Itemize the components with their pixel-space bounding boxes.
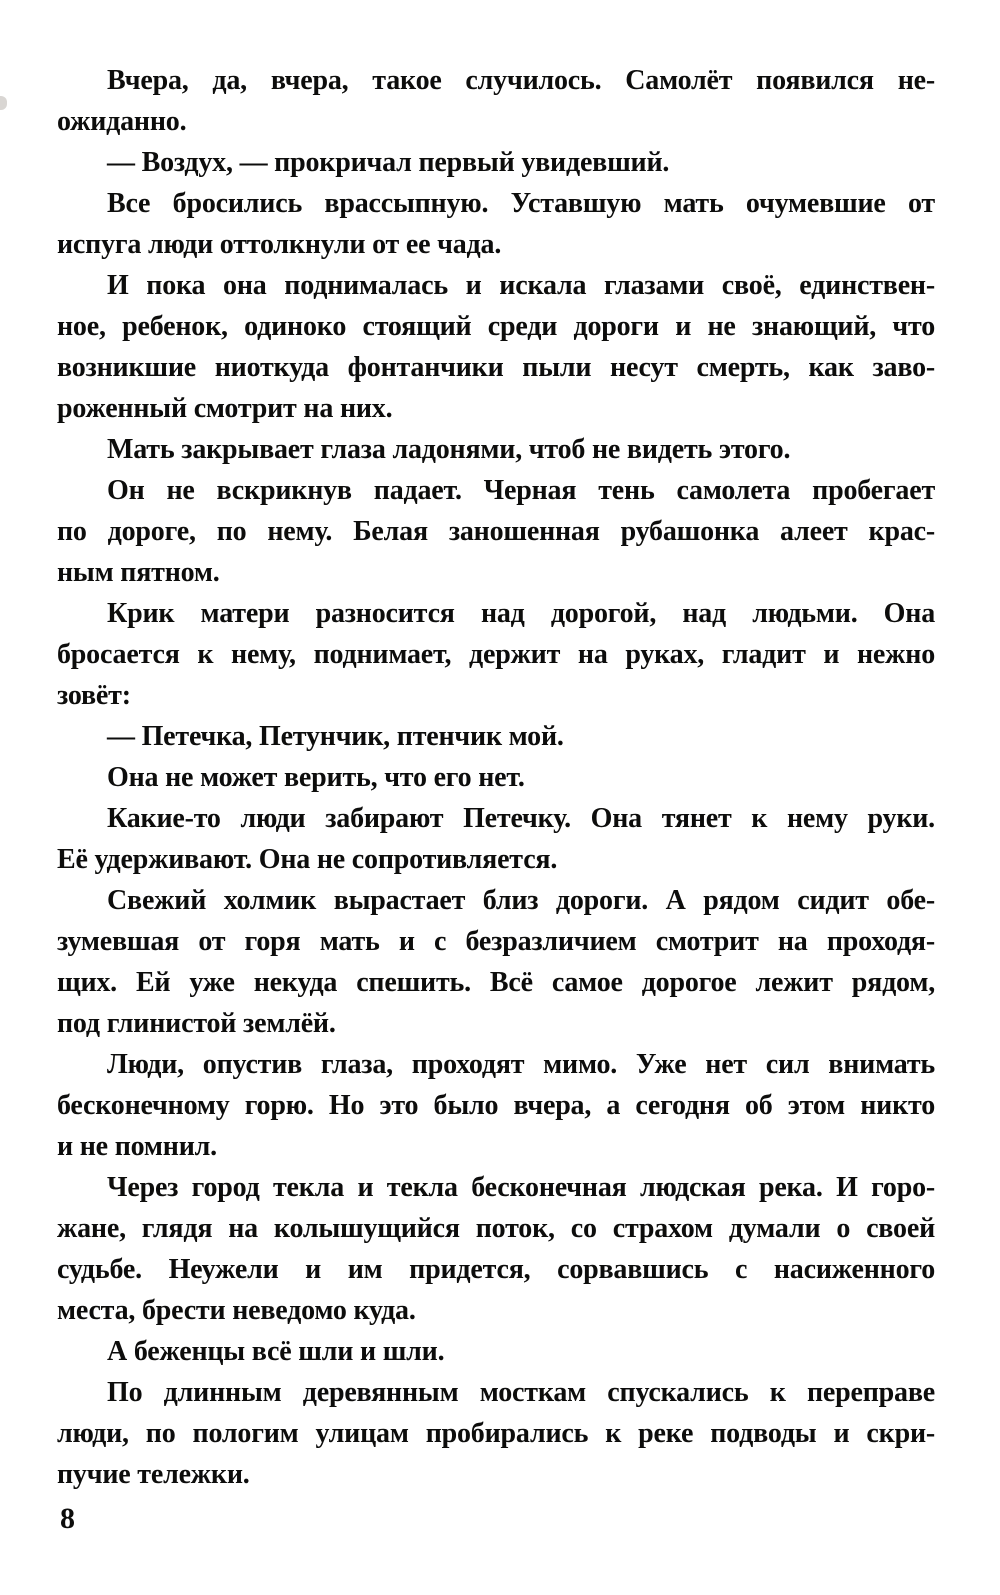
text-line: зумевшая от горя мать и с безразличием смотрит на проходя- [57, 926, 935, 957]
text-line: Она не может верить, что его нет. [107, 762, 525, 793]
text-line: А беженцы всё шли и шли. [107, 1336, 445, 1367]
text-line: зовёт: [57, 680, 131, 711]
text-line: — Петечка, Петунчик, птенчик мой. [107, 721, 564, 752]
text-line: испуга люди оттолкнули от ее чада. [57, 229, 502, 260]
text-line: Вчера, да, вчера, такое случилось. Самолёт появился не- [107, 65, 935, 96]
text-line: Люди, опустив глаза, проходят мимо. Уже нет сил внимать [107, 1049, 935, 1080]
text-line: По длинным деревянным мосткам спускались к переправе [107, 1377, 935, 1408]
text-line: — Воздух, — прокричал первый увидевший. [107, 147, 670, 178]
text-line: Её удерживают. Она не сопротивляется. [57, 844, 558, 875]
text-line: бесконечному горю. Но это было вчера, а сегодня об этом никто [57, 1090, 935, 1121]
text-line: бросается к нему, поднимает, держит на руках, гладит и нежно [57, 639, 935, 670]
page-text [57, 60, 935, 1495]
text-line: Через город текла и текла бесконечная людская река. И горо- [107, 1172, 935, 1203]
text-line: ным пятном. [57, 557, 220, 588]
text-line: Крик матери разносится над дорогой, над людьми. Она [107, 598, 935, 629]
text-line: Мать закрывает глаза ладонями, чтоб не видеть этого. [107, 434, 791, 465]
text-line: пучие тележки. [57, 1459, 250, 1490]
text-line: люди, по пологим улицам пробирались к реке подводы и скри- [57, 1418, 935, 1449]
scan-artifact [0, 96, 7, 110]
text-line: под глинистой землёй. [57, 1008, 336, 1039]
text-line: роженный смотрит на них. [57, 393, 393, 424]
text-line: и не помнил. [57, 1131, 217, 1162]
text-line: Свежий холмик вырастает близ дороги. А рядом сидит обе- [107, 885, 935, 916]
text-line: судьбе. Неужели и им придется, сорвавшись с насиженного [57, 1254, 935, 1285]
text-line: И пока она поднималась и искала глазами своё, единствен- [107, 270, 935, 301]
text-line: места, брести неведомо куда. [57, 1295, 416, 1326]
text-line: по дороге, по нему. Белая заношенная рубашонка алеет крас- [57, 516, 935, 547]
text-line: Все бросились врассыпную. Уставшую мать очумевшие от [107, 188, 935, 219]
text-line: возникшие ниоткуда фонтанчики пыли несут смерть, как заво- [57, 352, 935, 383]
text-line: жане, глядя на колышущийся поток, со страхом думали о своей [57, 1213, 935, 1244]
text-line: щих. Ей уже некуда спешить. Всё самое дорогое лежит рядом, [57, 967, 935, 998]
text-line: Какие-то люди забирают Петечку. Она тянет к нему руки. [107, 803, 935, 834]
text-line: ожиданно. [57, 106, 187, 137]
text-line: ное, ребенок, одиноко стоящий среди дороги и не знающий, что [57, 311, 935, 342]
page-number: 8 [60, 1502, 75, 1535]
text-line: Он не вскрикнув падает. Черная тень самолета пробегает [107, 475, 935, 506]
